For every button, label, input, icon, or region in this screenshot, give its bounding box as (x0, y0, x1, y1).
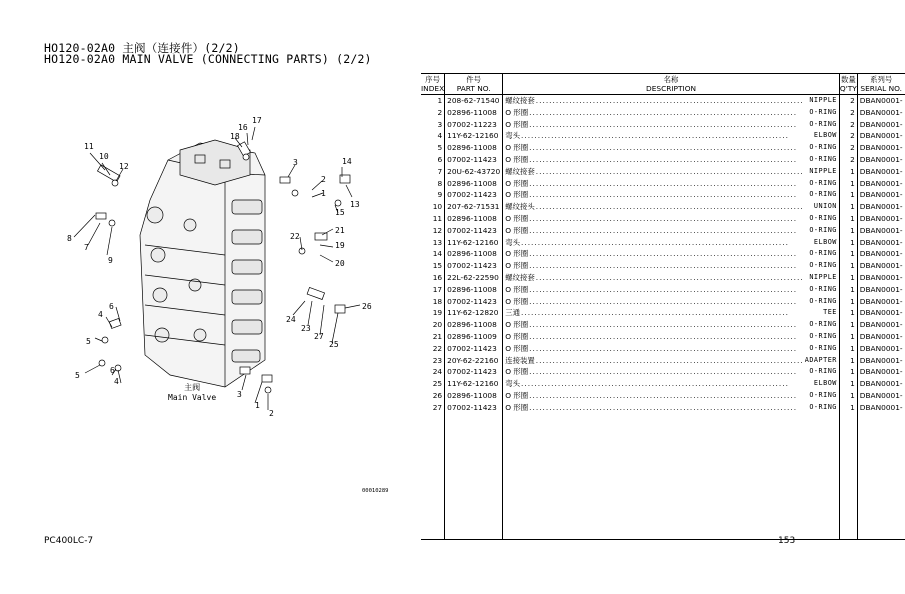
cell-index: 26 (421, 390, 445, 402)
desc-cn: O 形圈 (505, 178, 529, 188)
table-row (421, 307, 905, 319)
cell-part-no: 07002-11423 (445, 402, 503, 414)
cell-serial-no: DBAN0001- (859, 237, 903, 247)
desc-en: O-RING (809, 261, 837, 270)
cell-index: 13 (421, 237, 445, 249)
cell-serial-no: DBAN0001- (859, 225, 903, 235)
diagram-callout: 6 (110, 366, 115, 375)
cell-index: 11 (421, 213, 445, 225)
desc-en: ELBOW (813, 131, 837, 140)
table-row (421, 119, 905, 131)
table-row (421, 130, 905, 142)
cell-qty: 1 (839, 248, 857, 260)
leader-dots (529, 248, 808, 260)
diagram-callout: 23 (301, 324, 311, 333)
cell-index: 22 (421, 343, 445, 355)
desc-cn: O 形圈 (505, 107, 529, 117)
cell-qty: 1 (839, 225, 857, 237)
cell-index: 15 (421, 260, 445, 272)
desc-en: ADAPTER (804, 355, 837, 364)
leader-dots (521, 237, 813, 249)
cell-description (503, 201, 840, 213)
cell-part-no: 07002-11423 (445, 154, 503, 166)
cell-description (503, 319, 840, 331)
table-row (421, 95, 905, 107)
cell-serial-no: DBAN0001- (859, 296, 903, 306)
cell-index: 10 (421, 201, 445, 213)
diagram-callout: 5 (75, 371, 80, 380)
leader-dots (529, 366, 808, 378)
cell-qty: 1 (839, 307, 857, 319)
leader-dots (536, 95, 809, 107)
desc-cn: O 形圈 (505, 225, 529, 235)
desc-en: NIPPLE (809, 96, 837, 104)
diagram-caption-en: Main Valve (168, 393, 217, 402)
cell-serial-no: DBAN0001- (859, 367, 903, 377)
diagram-callout: 24 (286, 315, 296, 324)
cell-description (503, 355, 840, 367)
cell-description (503, 307, 840, 319)
cell-part-no: 02896-11008 (445, 284, 503, 296)
cell-part-no: 07002-11223 (445, 119, 503, 131)
cell-qty: 1 (839, 189, 857, 201)
table-row (421, 248, 905, 260)
page-number: 153 (778, 536, 796, 546)
table-row (421, 378, 905, 390)
table-row (421, 142, 905, 154)
leader-dots (521, 378, 813, 390)
leader-dots (529, 260, 808, 272)
cell-qty: 1 (839, 272, 857, 284)
model-number: PC400LC-7 (44, 536, 94, 546)
table-row (421, 355, 905, 367)
leader-dots (529, 107, 808, 119)
cell-qty: 2 (839, 107, 857, 119)
leader-dots (529, 119, 808, 131)
table-row (421, 213, 905, 225)
desc-en: O-RING (809, 402, 837, 411)
cell-description (503, 296, 840, 308)
cell-qty: 1 (839, 378, 857, 390)
leader-dots (529, 402, 808, 414)
cell-description (503, 260, 840, 272)
cell-index: 19 (421, 307, 445, 319)
cell-index: 6 (421, 154, 445, 166)
cell-part-no: 11Y-62-12160 (445, 237, 503, 249)
cell-description (503, 130, 840, 142)
diagram-callout: 25 (329, 340, 339, 349)
header-description: 名称 DESCRIPTION (503, 74, 840, 95)
leader-dots (529, 390, 808, 402)
desc-cn: O 形圈 (505, 119, 529, 129)
cell-description (503, 366, 840, 378)
cell-part-no: 20Y-62-22160 (445, 355, 503, 367)
cell-description (503, 178, 840, 190)
cell-serial-no: DBAN0001- (859, 308, 903, 318)
cell-qty: 1 (839, 201, 857, 213)
table-row (421, 402, 905, 414)
table-filler-row (421, 414, 905, 540)
cell-index: 20 (421, 319, 445, 331)
desc-en: O-RING (809, 320, 837, 329)
cell-serial-no: DBAN0001- (859, 131, 903, 141)
leader-dots (536, 272, 809, 284)
desc-cn: O 形圈 (505, 154, 529, 164)
diagram-callout: 14 (342, 157, 352, 166)
cell-part-no: 02896-11008 (445, 390, 503, 402)
cell-description (503, 402, 840, 414)
diagram-callout: 7 (84, 243, 89, 252)
desc-cn: O 形圈 (505, 343, 529, 353)
desc-cn: O 形圈 (505, 213, 529, 223)
desc-cn: O 形圈 (505, 367, 529, 377)
leader-dots (536, 201, 813, 213)
cell-description (503, 272, 840, 284)
cell-index: 5 (421, 142, 445, 154)
diagram-callout: 15 (335, 208, 345, 217)
cell-part-no: 11Y-62-12820 (445, 307, 503, 319)
cell-index: 8 (421, 178, 445, 190)
desc-cn: O 形圈 (505, 190, 529, 200)
leader-dots (521, 307, 822, 319)
desc-en: O-RING (809, 190, 837, 199)
table-row (421, 343, 905, 355)
desc-cn: 螺纹接套 (505, 96, 535, 105)
leader-dots (529, 213, 808, 225)
cell-qty: 1 (839, 343, 857, 355)
table-row (421, 225, 905, 237)
diagram-caption-cn: 主阀 (184, 383, 201, 392)
table-header-row (421, 74, 905, 95)
diagram-callout: 19 (335, 241, 345, 250)
cell-index: 24 (421, 366, 445, 378)
cell-serial-no: DBAN0001- (859, 331, 903, 341)
cell-serial-no: DBAN0001- (859, 355, 903, 365)
cell-qty: 1 (839, 296, 857, 308)
cell-index: 21 (421, 331, 445, 343)
desc-en: O-RING (809, 178, 837, 187)
desc-en: NIPPLE (809, 166, 837, 175)
diagram-callout: 4 (98, 310, 103, 319)
table-row (421, 107, 905, 119)
leader-dots (529, 189, 808, 201)
leader-dots (536, 166, 809, 178)
cell-serial-no: DBAN0001- (859, 379, 903, 389)
cell-description (503, 378, 840, 390)
cell-description (503, 213, 840, 225)
desc-en: O-RING (809, 331, 837, 340)
cell-serial-no: DBAN0001- (859, 272, 903, 282)
desc-en: O-RING (809, 249, 837, 258)
table-row (421, 272, 905, 284)
cell-index: 25 (421, 378, 445, 390)
cell-part-no: 207-62-71531 (445, 201, 503, 213)
cell-description (503, 142, 840, 154)
desc-cn: O 形圈 (505, 143, 529, 153)
desc-en: UNION (813, 202, 837, 211)
desc-en: O-RING (809, 154, 837, 163)
cell-serial-no: DBAN0001- (859, 143, 903, 153)
desc-en: O-RING (809, 284, 837, 293)
cell-part-no: 07002-11423 (445, 296, 503, 308)
cell-part-no: 11Y-62-12160 (445, 378, 503, 390)
cell-description (503, 119, 840, 131)
cell-serial-no: DBAN0001- (859, 178, 903, 188)
cell-qty: 1 (839, 355, 857, 367)
cell-serial-no: DBAN0001- (859, 96, 903, 105)
cell-description (503, 225, 840, 237)
cell-index: 27 (421, 402, 445, 414)
desc-cn: 螺纹接套 (505, 166, 535, 176)
cell-part-no: 02896-11008 (445, 178, 503, 190)
cell-qty: 1 (839, 284, 857, 296)
cell-part-no: 07002-11423 (445, 343, 503, 355)
cell-qty: 1 (839, 237, 857, 249)
cell-description (503, 107, 840, 119)
table-row (421, 284, 905, 296)
desc-cn: 连接装置 (505, 355, 535, 365)
diagram-callout: 26 (362, 302, 372, 311)
cell-qty: 1 (839, 178, 857, 190)
cell-serial-no: DBAN0001- (859, 202, 903, 212)
cell-index: 17 (421, 284, 445, 296)
cell-qty: 2 (839, 142, 857, 154)
cell-part-no: 208-62-71540 (445, 95, 503, 107)
cell-index: 9 (421, 189, 445, 201)
cell-description (503, 248, 840, 260)
leader-dots (529, 331, 808, 343)
cell-serial-no: DBAN0001- (859, 213, 903, 223)
diagram-callout: 9 (108, 256, 113, 265)
table-row (421, 331, 905, 343)
table-row (421, 366, 905, 378)
desc-cn: 弯头 (505, 379, 520, 389)
cell-part-no: 20U-62-43720 (445, 166, 503, 178)
cell-qty: 2 (839, 130, 857, 142)
desc-cn: O 形圈 (505, 261, 529, 271)
cell-qty: 1 (839, 166, 857, 178)
diagram-callout: 3 (293, 158, 298, 167)
table-row (421, 260, 905, 272)
diagram-callout: 13 (350, 200, 360, 209)
cell-part-no: 11Y-62-12160 (445, 130, 503, 142)
leader-dots (521, 130, 813, 142)
cell-part-no: 02896-11008 (445, 107, 503, 119)
cell-serial-no: DBAN0001- (859, 190, 903, 200)
desc-en: O-RING (809, 296, 837, 305)
cell-qty: 2 (839, 119, 857, 131)
diagram-callout: 20 (335, 259, 345, 268)
diagram-callout: 1 (255, 401, 260, 410)
table-row (421, 319, 905, 331)
cell-description (503, 237, 840, 249)
cell-serial-no: DBAN0001- (859, 166, 903, 176)
diagram-caption (168, 383, 216, 403)
diagram-callout: 16 (238, 123, 248, 132)
leader-dots (529, 284, 808, 296)
cell-qty: 1 (839, 319, 857, 331)
diagram-callout: 3 (237, 390, 242, 399)
header-index: 序号 INDEX (421, 75, 445, 93)
desc-en: O-RING (809, 213, 837, 222)
table-row (421, 189, 905, 201)
table-row (421, 296, 905, 308)
leader-dots (529, 225, 808, 237)
cell-index: 14 (421, 248, 445, 260)
diagram-callout: 8 (67, 234, 72, 243)
cell-part-no: 07002-11423 (445, 189, 503, 201)
cell-description (503, 95, 840, 107)
cell-part-no: 07002-11423 (445, 225, 503, 237)
diagram-callout: 5 (86, 337, 91, 346)
main-valve-exploded-diagram (50, 105, 390, 435)
cell-part-no: 07002-11423 (445, 366, 503, 378)
desc-cn: 螺纹接头 (505, 202, 535, 212)
cell-serial-no: DBAN0001- (859, 154, 903, 164)
desc-cn: O 形圈 (505, 402, 529, 412)
leader-dots (529, 343, 808, 355)
leader-dots (529, 178, 808, 190)
cell-qty: 2 (839, 154, 857, 166)
cell-serial-no: DBAN0001- (859, 119, 903, 129)
desc-cn: O 形圈 (505, 249, 529, 259)
desc-cn: O 形圈 (505, 320, 529, 330)
table-row (421, 154, 905, 166)
desc-en: O-RING (809, 367, 837, 376)
cell-qty: 1 (839, 402, 857, 414)
leader-dots (536, 355, 804, 367)
cell-part-no: 02896-11008 (445, 213, 503, 225)
desc-en: TEE (823, 308, 837, 317)
cell-description (503, 189, 840, 201)
desc-en: O-RING (809, 107, 837, 116)
header-part-no: 件号 PART NO. (445, 74, 503, 95)
cell-serial-no: DBAN0001- (859, 249, 903, 259)
table-row (421, 201, 905, 213)
cell-serial-no: DBAN0001- (859, 261, 903, 271)
cell-index: 3 (421, 119, 445, 131)
diagram-callout: 17 (252, 116, 262, 125)
diagram-callout: 27 (314, 332, 324, 341)
cell-qty: 1 (839, 260, 857, 272)
cell-qty: 1 (839, 390, 857, 402)
cell-index: 18 (421, 296, 445, 308)
diagram-callout: 11 (84, 142, 94, 151)
diagram-callout: 12 (119, 162, 129, 171)
cell-part-no: 02896-11008 (445, 142, 503, 154)
cell-part-no: 02896-11009 (445, 331, 503, 343)
header-serial-no: 系列号 SERIAL NO. (857, 74, 904, 95)
desc-en: NIPPLE (809, 272, 837, 281)
desc-cn: O 形圈 (505, 390, 529, 400)
desc-cn: 螺纹接套 (505, 272, 535, 282)
cell-qty: 1 (839, 213, 857, 225)
cell-qty: 1 (839, 331, 857, 343)
cell-description (503, 166, 840, 178)
leader-dots (529, 319, 808, 331)
cell-index: 2 (421, 107, 445, 119)
cell-index: 7 (421, 166, 445, 178)
cell-serial-no: DBAN0001- (859, 402, 903, 412)
header-qty: 数量 Q'TY (839, 75, 857, 93)
desc-en: ELBOW (813, 379, 837, 388)
cell-serial-no: DBAN0001- (859, 390, 903, 400)
diagram-callout: 4 (114, 377, 119, 386)
page-title-en: HO120-02A0 MAIN VALVE (CONNECTING PARTS) (2/2) (44, 52, 372, 66)
cell-description (503, 390, 840, 402)
leader-dots (529, 296, 808, 308)
cell-qty: 1 (839, 366, 857, 378)
cell-index: 16 (421, 272, 445, 284)
cell-description (503, 343, 840, 355)
cell-description (503, 284, 840, 296)
desc-en: O-RING (809, 119, 837, 128)
diagram-callout: 6 (109, 302, 114, 311)
diagram-callout: 2 (269, 409, 274, 418)
cell-qty: 2 (839, 95, 857, 107)
desc-cn: O 形圈 (505, 296, 529, 306)
desc-en: O-RING (809, 225, 837, 234)
leader-dots (529, 154, 808, 166)
diagram-callout: 1 (321, 189, 326, 198)
cell-part-no: 22L-62-22590 (445, 272, 503, 284)
desc-cn: 三通 (505, 308, 520, 318)
table-row (421, 390, 905, 402)
leader-dots (529, 142, 808, 154)
desc-en: O-RING (809, 343, 837, 352)
cell-serial-no: DBAN0001- (859, 284, 903, 294)
diagram-callout: 21 (335, 226, 345, 235)
table-row (421, 166, 905, 178)
desc-cn: O 形圈 (505, 331, 529, 341)
diagram-callout: 2 (321, 175, 326, 184)
page-title-cn: HO120-02A0 主阀（连接件）(2/2) (44, 41, 240, 55)
desc-en: O-RING (809, 390, 837, 399)
cell-index: 23 (421, 355, 445, 367)
desc-en: ELBOW (813, 237, 837, 246)
desc-cn: 弯头 (505, 131, 520, 141)
cell-part-no: 02896-11008 (445, 248, 503, 260)
cell-description (503, 331, 840, 343)
diagram-callout: 18 (230, 132, 240, 141)
diagram-callout: 22 (290, 232, 300, 241)
cell-index: 4 (421, 130, 445, 142)
cell-description (503, 154, 840, 166)
desc-en: O-RING (809, 143, 837, 152)
diagram-callout: 10 (99, 152, 109, 161)
cell-part-no: 02896-11008 (445, 319, 503, 331)
cell-part-no: 07002-11423 (445, 260, 503, 272)
cell-serial-no: DBAN0001- (859, 343, 903, 353)
cell-serial-no: DBAN0001- (859, 107, 903, 117)
desc-cn: 弯头 (505, 237, 520, 247)
parts-table (421, 73, 905, 540)
table-row (421, 178, 905, 190)
cell-index: 1 (421, 95, 445, 107)
desc-cn: O 形圈 (505, 284, 529, 294)
table-row (421, 237, 905, 249)
cell-index: 12 (421, 225, 445, 237)
cell-serial-no: DBAN0001- (859, 320, 903, 330)
drawing-code: 00010289 (362, 488, 389, 494)
